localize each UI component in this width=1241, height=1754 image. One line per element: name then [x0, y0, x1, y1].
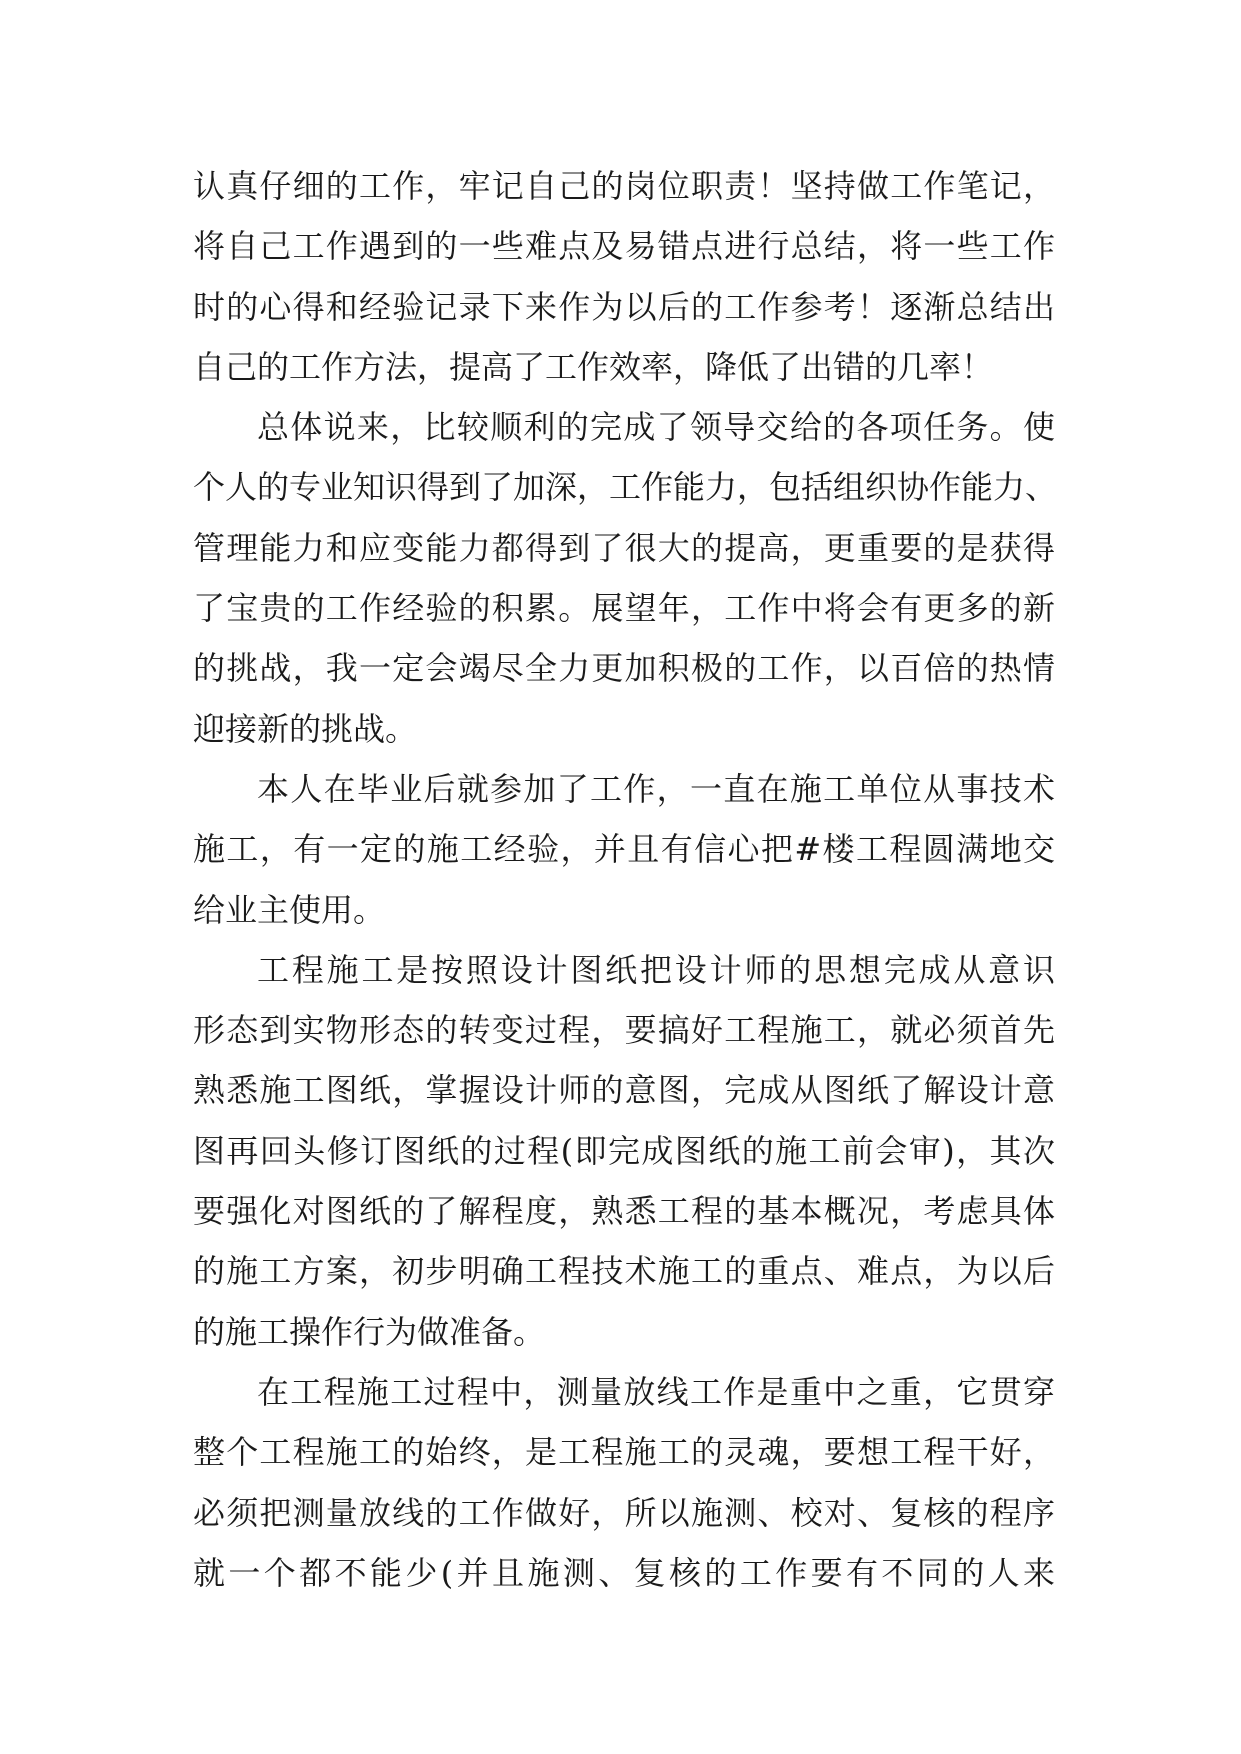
text-line: 迎接新的挑战。	[193, 709, 418, 748]
document-body	[193, 156, 1058, 1603]
paragraph-5	[193, 1362, 1055, 1603]
text-line: 了宝贵的工作经验的积累。展望年，工作中将会有更多的新	[193, 589, 1055, 628]
text-line: 在工程施工过程中，测量放线工作是重中之重，它贯穿	[257, 1372, 1055, 1411]
text-line: 图再回头修订图纸的过程(即完成图纸的施工前会审)，其次	[193, 1131, 1055, 1170]
text-line: 管理能力和应变能力都得到了很大的提高，更重要的是获得	[193, 528, 1055, 567]
paragraph-1	[193, 156, 1055, 397]
text-line: 自己的工作方法，提高了工作效率，降低了出错的几率！	[193, 347, 994, 386]
text-line: 整个工程施工的始终，是工程施工的灵魂，要想工程干好，	[193, 1433, 1055, 1472]
text-line: 总体说来，比较顺利的完成了领导交给的各项任务。使	[257, 408, 1055, 447]
text-line: 本人在毕业后就参加了工作，一直在施工单位从事技术	[257, 769, 1055, 808]
paragraph-3	[193, 759, 1055, 940]
text-line: 的施工方案，初步明确工程技术施工的重点、难点，为以后	[193, 1252, 1055, 1291]
text-line: 工程施工是按照设计图纸把设计师的思想完成从意识	[257, 950, 1055, 989]
text-line: 认真仔细的工作，牢记自己的岗位职责！坚持做工作笔记，	[193, 167, 1055, 205]
text-line: 必须把测量放线的工作做好，所以施测、校对、复核的程序	[193, 1493, 1055, 1532]
text-line: 给业主使用。	[193, 890, 386, 929]
text-line: 的挑战，我一定会竭尽全力更加积极的工作，以百倍的热情	[193, 649, 1055, 688]
text-line: 将自己工作遇到的一些难点及易错点进行总结，将一些工作	[193, 227, 1055, 266]
paragraph-2	[193, 397, 1058, 759]
paragraph-4	[193, 940, 1055, 1362]
text-line: 要强化对图纸的了解程度，熟悉工程的基本概况，考虑具体	[193, 1192, 1055, 1231]
text-line: 就一个都不能少(并且施测、复核的工作要有不同的人来	[193, 1553, 1055, 1592]
text-line: 熟悉施工图纸，掌握设计师的意图，完成从图纸了解设计意	[193, 1071, 1055, 1110]
text-line: 形态到实物形态的转变过程，要搞好工程施工，就必须首先	[193, 1011, 1055, 1050]
text-line: 的施工操作行为做准备。	[193, 1312, 546, 1351]
text-line: 施工，有一定的施工经验，并且有信心把#楼工程圆满地交	[193, 830, 1055, 869]
text-line: 时的心得和经验记录下来作为以后的工作参考！逐渐总结出	[193, 287, 1055, 326]
text-line: 个人的专业知识得到了加深，工作能力，包括组织协作能力、	[193, 468, 1058, 507]
